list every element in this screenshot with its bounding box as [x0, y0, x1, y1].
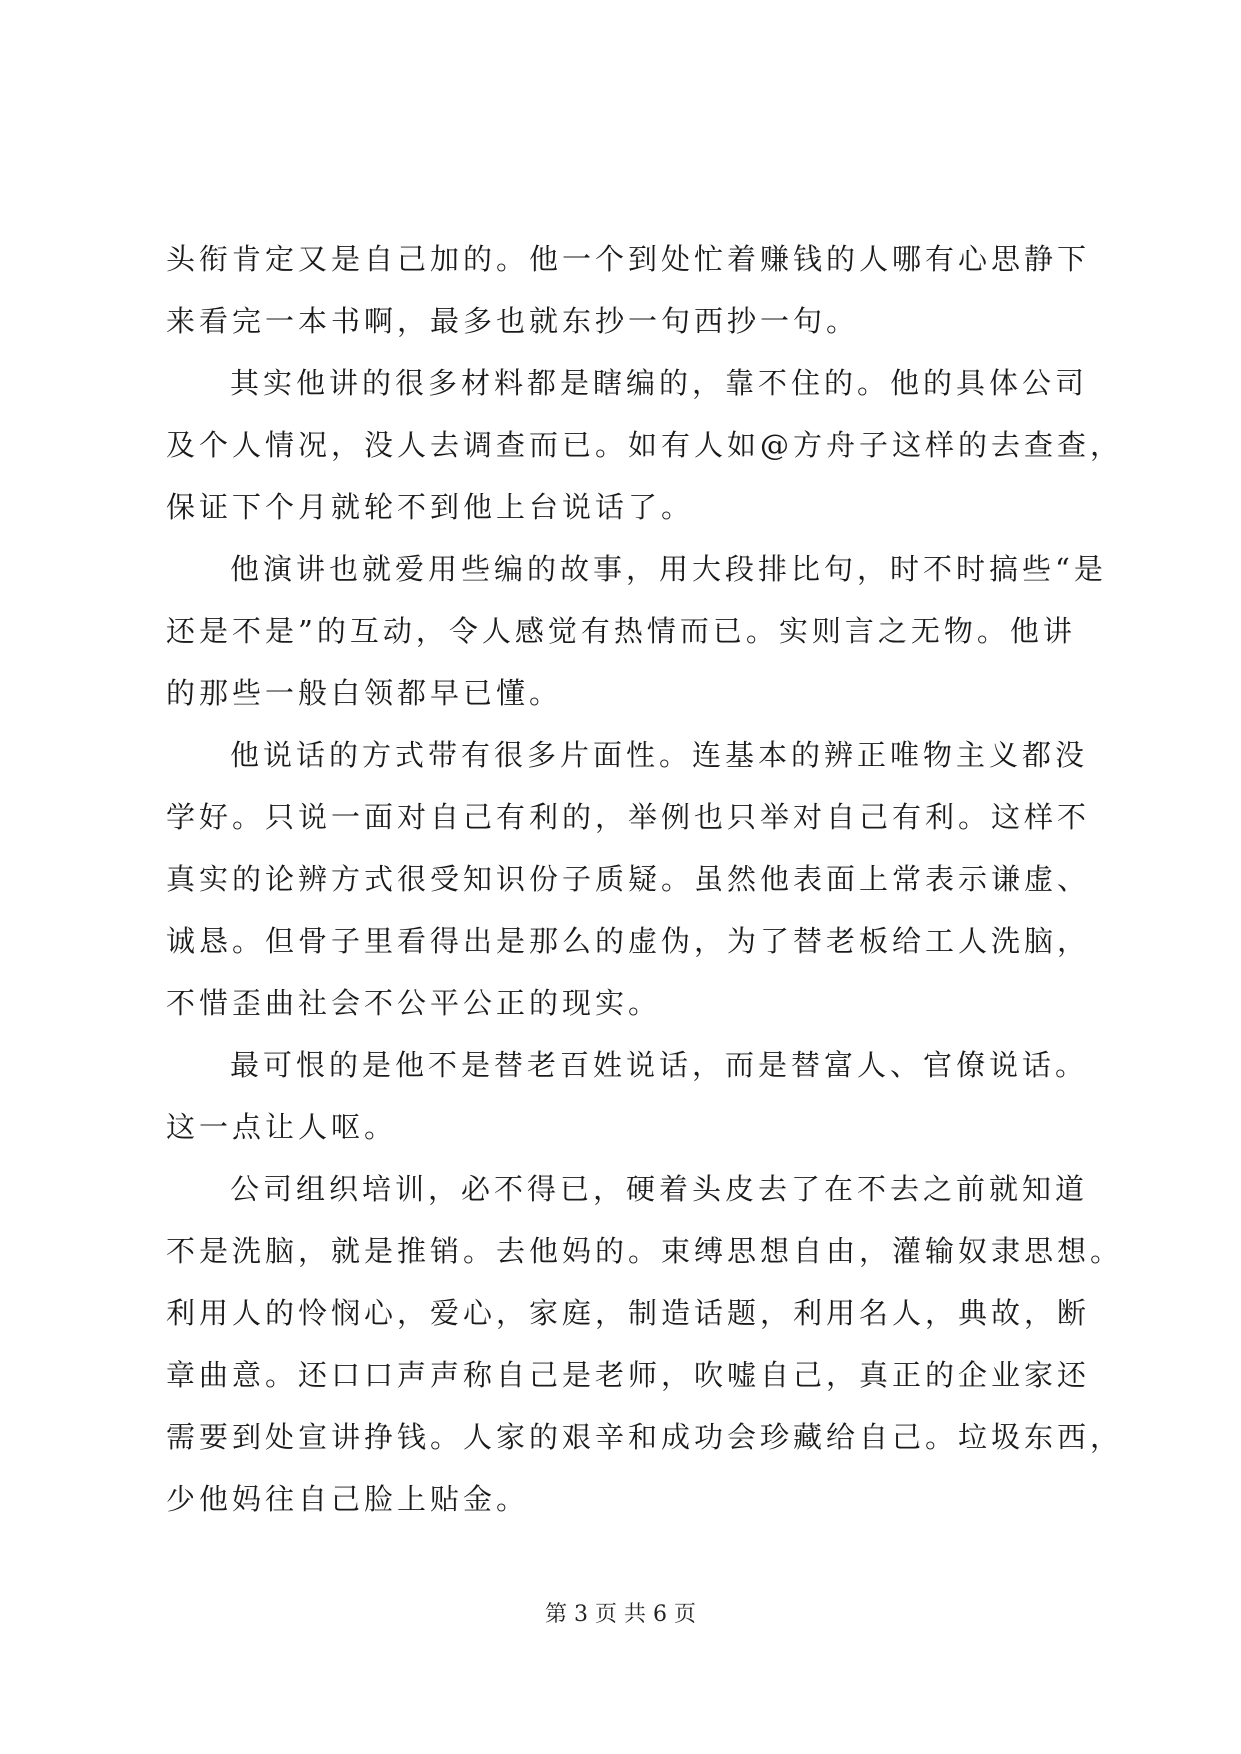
paragraph-line: 这一点让人呕。: [166, 1110, 398, 1144]
paragraph-line: 来看完一本书啊，最多也就东抄一句西抄一句。: [166, 304, 860, 338]
document-body: [166, 228, 1124, 1530]
paragraph-line: 及个人情况，没人去调查而已。如有人如@方舟子这样的去查查，: [166, 428, 1124, 462]
paragraph-line: 需要到处宣讲挣钱。人家的艰辛和成功会珍藏给自己。垃圾东西，: [166, 1420, 1124, 1454]
paragraph-5: [166, 1034, 1089, 1158]
paragraph-line: 公司组织培训，必不得已，硬着头皮去了在不去之前就知道: [230, 1172, 1089, 1206]
paragraph-4: [166, 724, 1091, 1034]
paragraph-line: 诚恳。但骨子里看得出是那么的虚伪，为了替老板给工人洗脑，: [166, 924, 1091, 958]
paragraph-line: 的那些一般白领都早已懂。: [166, 676, 563, 710]
paragraph-line: 头衔肯定又是自己加的。他一个到处忙着赚钱的人哪有心思静下: [166, 242, 1091, 276]
paragraph-line: 利用人的怜悯心，爱心，家庭，制造话题，利用名人，典故，断: [166, 1296, 1091, 1330]
paragraph-line: 少他妈往自己脸上贴金。: [166, 1482, 530, 1516]
paragraph-1: [166, 228, 1091, 352]
paragraph-line: 其实他讲的很多材料都是瞎编的，靠不住的。他的具体公司: [230, 366, 1089, 400]
paragraph-line: 他演讲也就爱用些编的故事，用大段排比句，时不时搞些“是: [230, 552, 1107, 586]
paragraph-line: 真实的论辨方式很受知识份子质疑。虽然他表面上常表示谦虚、: [166, 862, 1091, 896]
paragraph-3: [166, 538, 1107, 724]
paragraph-line: 不惜歪曲社会不公平公正的现实。: [166, 986, 662, 1020]
paragraph-line: 不是洗脑，就是推销。去他妈的。束缚思想自由，灌输奴隶思想。: [166, 1234, 1124, 1268]
paragraph-line: 他说话的方式带有很多片面性。连基本的辨正唯物主义都没: [230, 738, 1089, 772]
paragraph-6: [166, 1158, 1124, 1530]
paragraph-line: 学好。只说一面对自己有利的，举例也只举对自己有利。这样不: [166, 800, 1091, 834]
page-number-footer: 第 3 页 共 6 页: [545, 1602, 696, 1627]
paragraph-2: [166, 352, 1124, 538]
paragraph-line: 还是不是”的互动，令人感觉有热情而已。实则言之无物。他讲: [166, 614, 1076, 648]
paragraph-line: 保证下个月就轮不到他上台说话了。: [166, 490, 695, 524]
paragraph-line: 章曲意。还口口声声称自己是老师，吹嘘自己，真正的企业家还: [166, 1358, 1091, 1392]
paragraph-line: 最可恨的是他不是替老百姓说话，而是替富人、官僚说话。: [230, 1048, 1089, 1082]
